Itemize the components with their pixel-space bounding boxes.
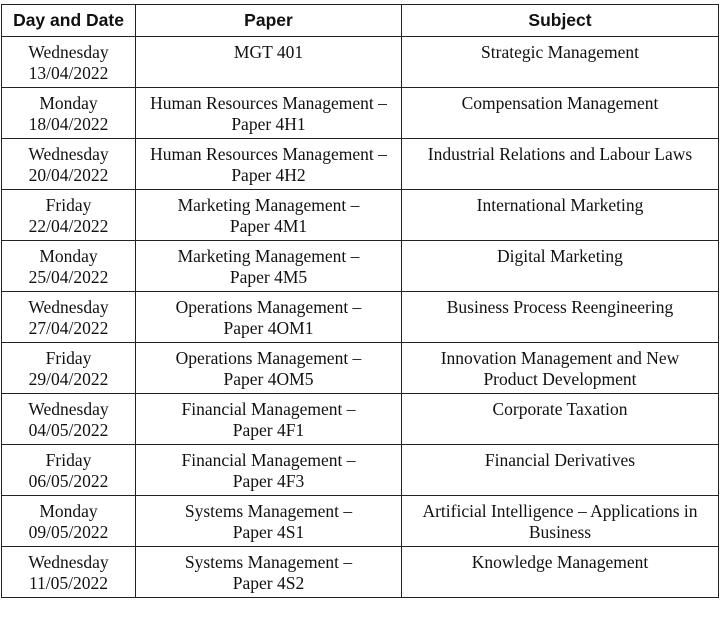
header-row [2, 5, 719, 37]
table-row [2, 241, 719, 292]
paper-cell [136, 445, 402, 496]
date-text: 09/05/2022 [28, 522, 109, 542]
paper-text: Financial Management – [181, 450, 356, 470]
paper-text: Paper 4M5 [229, 267, 308, 287]
table-row [2, 37, 719, 88]
date-text: 18/04/2022 [28, 114, 109, 134]
subject-text: Artificial Intelligence – Applications in [422, 501, 698, 521]
table-header [2, 5, 719, 37]
paper-text: Paper 4H1 [231, 114, 306, 134]
paper-text: Paper 4OM5 [223, 369, 314, 389]
day-text: Friday [45, 195, 92, 215]
subject-text: Business Process Reengineering [446, 297, 674, 317]
table-row [2, 190, 719, 241]
table-body [2, 37, 719, 598]
paper-cell [136, 241, 402, 292]
paper-text: Marketing Management – [177, 195, 360, 215]
date-text: 22/04/2022 [28, 216, 109, 236]
table-row [2, 88, 719, 139]
paper-text: Paper 4F3 [232, 471, 305, 491]
day-and-date-cell [2, 445, 136, 496]
subject-text: Business [528, 522, 592, 542]
header-paper: Paper [136, 5, 402, 37]
subject-cell [402, 292, 719, 343]
paper-text: Operations Management – [175, 297, 362, 317]
day-and-date-cell [2, 37, 136, 88]
paper-text: Financial Management – [181, 399, 356, 419]
paper-cell [136, 547, 402, 598]
subject-cell [402, 190, 719, 241]
paper-text: Human Resources Management – [150, 144, 387, 164]
paper-text: Paper 4M1 [229, 216, 308, 236]
table-row [2, 343, 719, 394]
subject-cell [402, 496, 719, 547]
day-and-date-cell [2, 547, 136, 598]
header-day-and-date: Day and Date [2, 5, 136, 37]
subject-text: Knowledge Management [471, 552, 649, 572]
day-and-date-cell [2, 292, 136, 343]
day-and-date-cell [2, 190, 136, 241]
subject-text: Compensation Management [461, 93, 659, 113]
exam-schedule-table [1, 4, 719, 598]
subject-text: Innovation Management and New [440, 348, 680, 368]
day-text: Wednesday [28, 42, 109, 62]
paper-cell [136, 190, 402, 241]
paper-text: Paper 4S2 [232, 573, 305, 593]
paper-text: Paper 4S1 [232, 522, 305, 542]
day-and-date-cell [2, 241, 136, 292]
subject-cell [402, 37, 719, 88]
date-text: 04/05/2022 [28, 420, 109, 440]
day-and-date-cell [2, 496, 136, 547]
subject-text: International Marketing [476, 195, 644, 215]
day-and-date-cell [2, 343, 136, 394]
paper-text: Systems Management – [184, 552, 353, 572]
day-text: Friday [45, 348, 92, 368]
subject-text: Strategic Management [481, 42, 639, 62]
subject-cell [402, 445, 719, 496]
paper-text: Human Resources Management – [150, 93, 387, 113]
paper-text: Operations Management – [175, 348, 362, 368]
header-subject: Subject [402, 5, 719, 37]
subject-cell [402, 139, 719, 190]
subject-text: Corporate Taxation [492, 399, 628, 419]
day-and-date-cell [2, 394, 136, 445]
table-row [2, 139, 719, 190]
paper-cell [136, 88, 402, 139]
date-text: 27/04/2022 [28, 318, 109, 338]
day-text: Wednesday [28, 552, 109, 572]
day-text: Friday [45, 450, 92, 470]
paper-cell [136, 343, 402, 394]
table-row [2, 445, 719, 496]
paper-cell [136, 496, 402, 547]
subject-cell [402, 394, 719, 445]
day-and-date-cell [2, 88, 136, 139]
paper-text: MGT 401 [233, 42, 304, 62]
table-row [2, 292, 719, 343]
date-text: 13/04/2022 [28, 63, 109, 83]
day-text: Wednesday [28, 144, 109, 164]
table-row [2, 394, 719, 445]
date-text: 20/04/2022 [28, 165, 109, 185]
subject-text: Industrial Relations and Labour Laws [427, 144, 693, 164]
paper-text: Paper 4OM1 [223, 318, 314, 338]
day-text: Monday [39, 246, 98, 266]
date-text: 25/04/2022 [28, 267, 109, 287]
paper-text: Paper 4H2 [231, 165, 306, 185]
day-text: Monday [39, 501, 98, 521]
day-and-date-cell [2, 139, 136, 190]
paper-text: Marketing Management – [177, 246, 360, 266]
date-text: 11/05/2022 [28, 573, 109, 593]
paper-cell [136, 292, 402, 343]
subject-cell [402, 343, 719, 394]
subject-cell [402, 241, 719, 292]
subject-text: Financial Derivatives [484, 450, 636, 470]
date-text: 06/05/2022 [28, 471, 109, 491]
table-row [2, 496, 719, 547]
table-row [2, 547, 719, 598]
day-text: Wednesday [28, 297, 109, 317]
paper-text: Paper 4F1 [232, 420, 305, 440]
subject-cell [402, 547, 719, 598]
paper-cell [136, 139, 402, 190]
subject-text: Digital Marketing [497, 246, 623, 266]
subject-cell [402, 88, 719, 139]
date-text: 29/04/2022 [28, 369, 109, 389]
paper-cell [136, 37, 402, 88]
subject-text: Product Development [483, 369, 637, 389]
day-text: Monday [39, 93, 98, 113]
paper-cell [136, 394, 402, 445]
paper-text: Systems Management – [184, 501, 353, 521]
day-text: Wednesday [28, 399, 109, 419]
